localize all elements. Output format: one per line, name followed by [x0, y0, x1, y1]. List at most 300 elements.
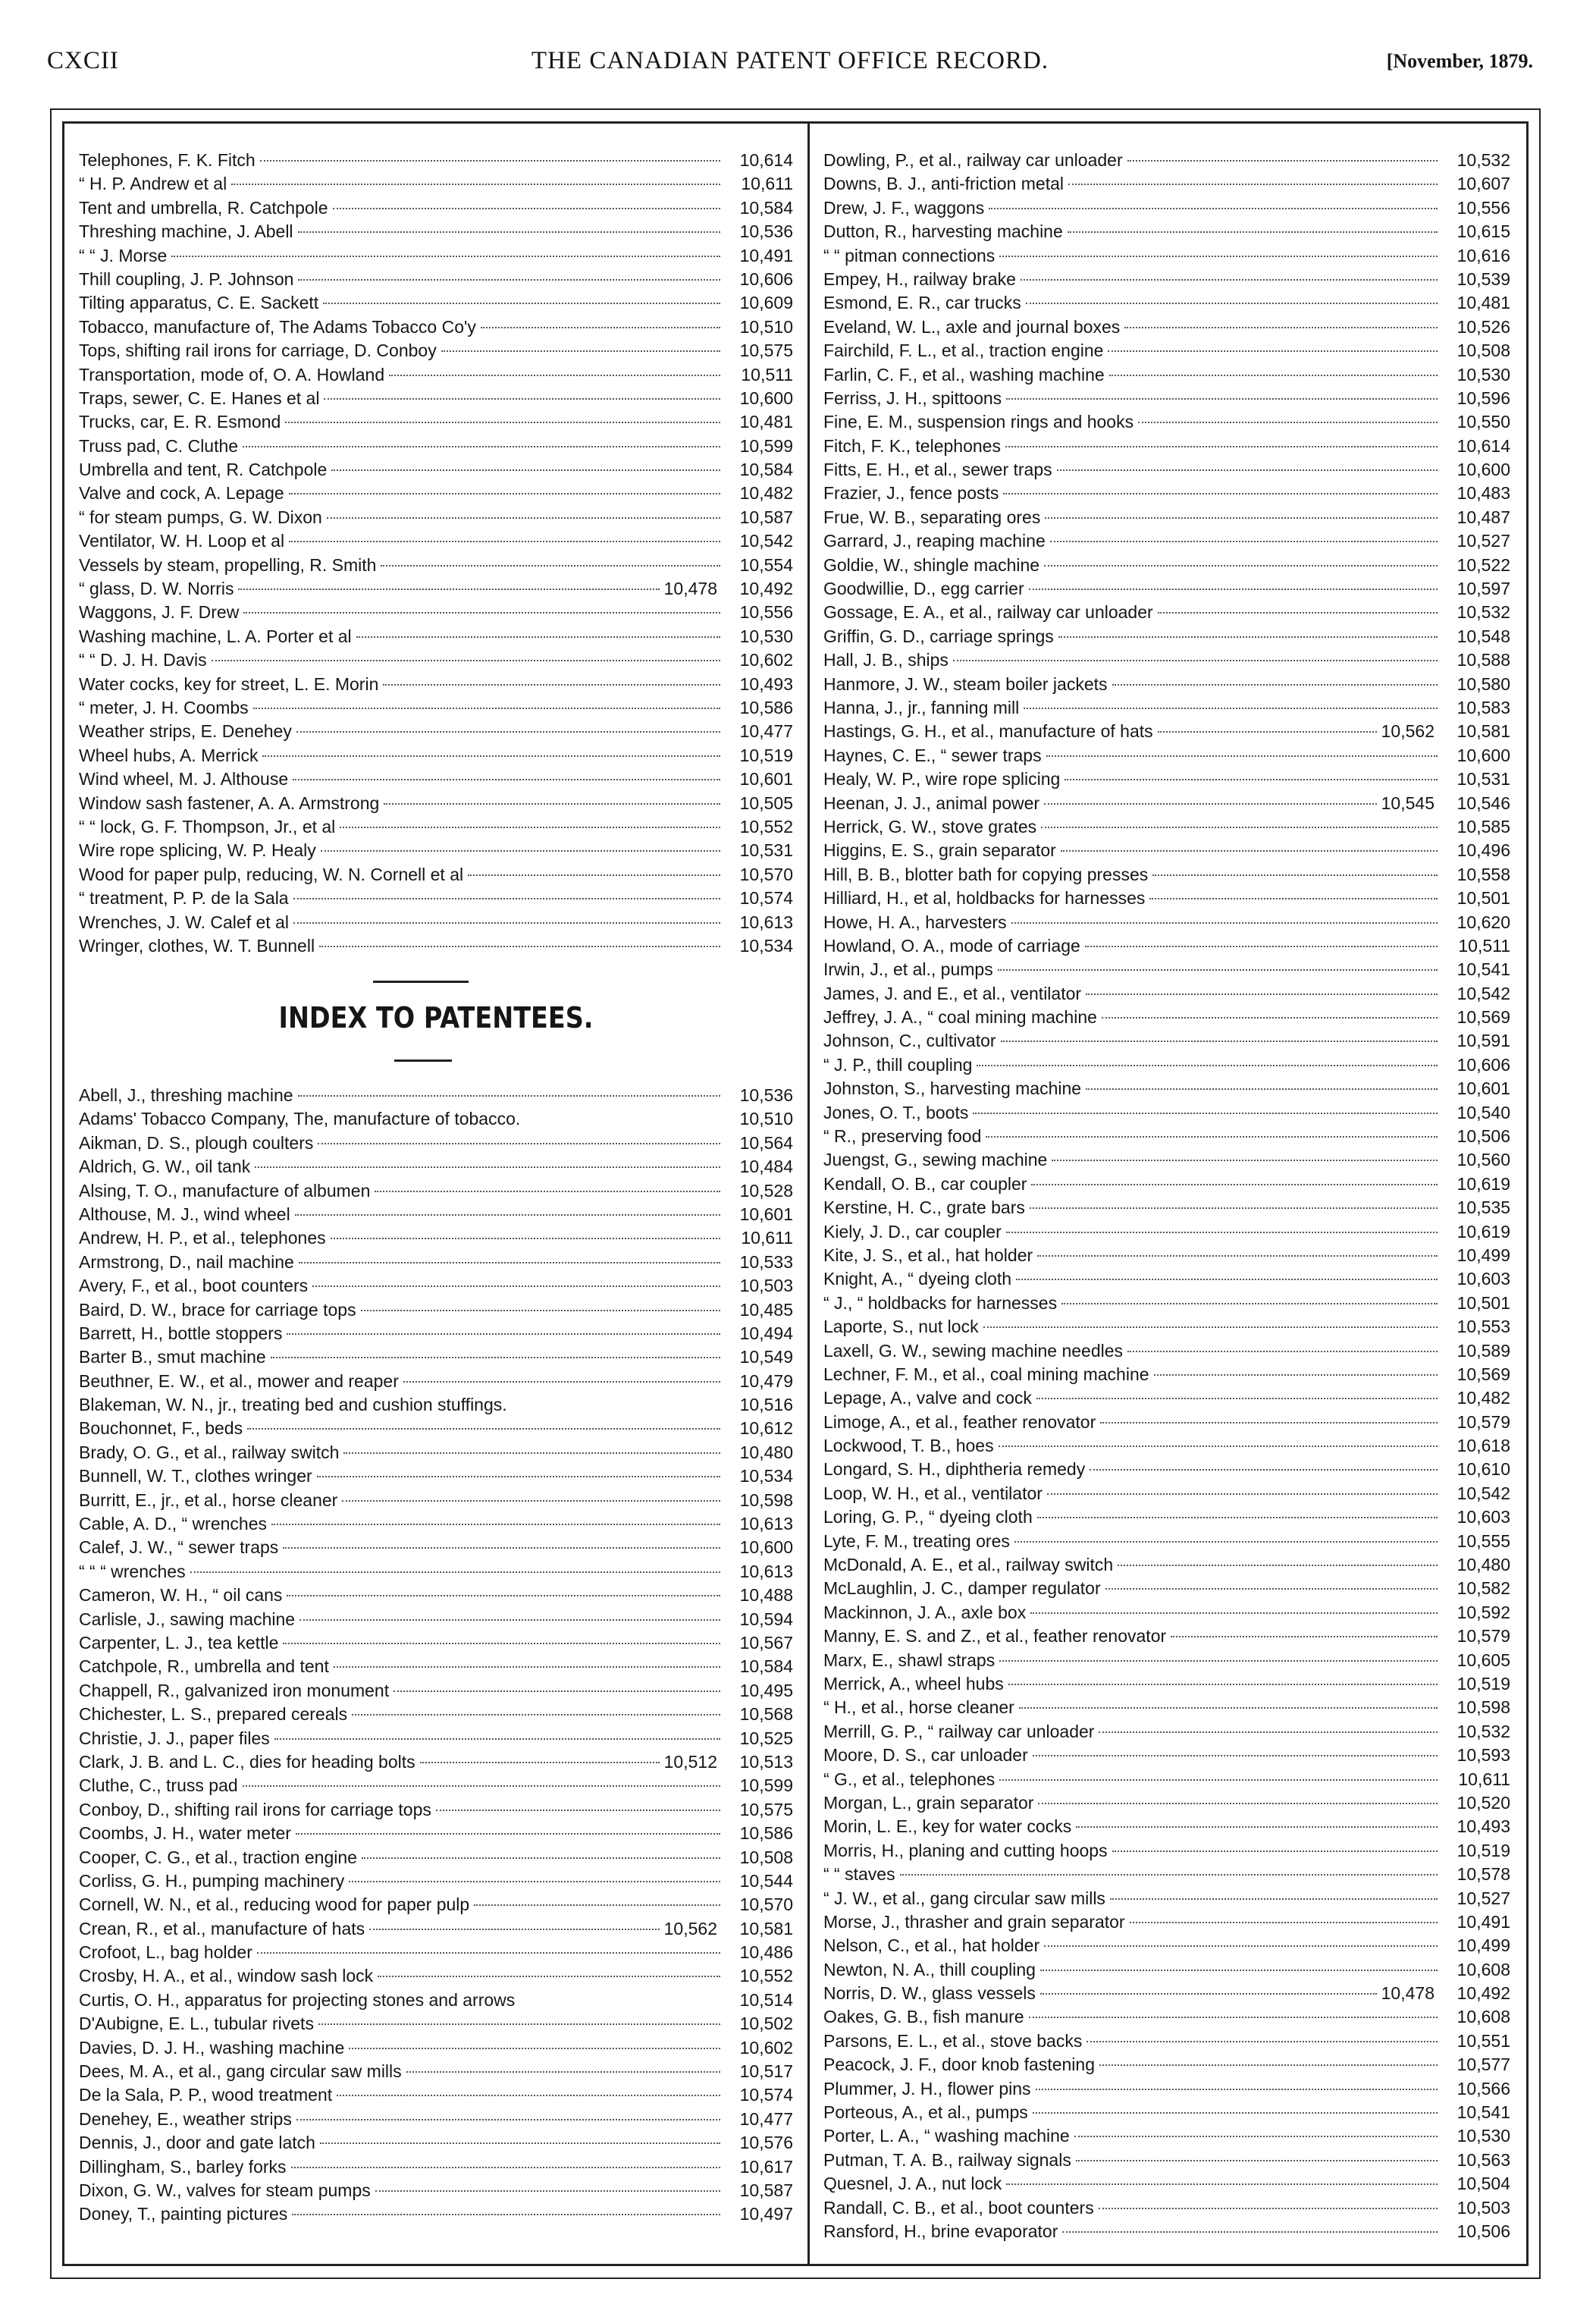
- patent-number: 10,615: [1456, 221, 1510, 242]
- dot-leader: [1014, 1541, 1438, 1543]
- patent-number: 10,499: [1456, 1245, 1510, 1265]
- dot-leader: [1019, 1707, 1438, 1709]
- index-entry: [79, 2202, 793, 2226]
- patent-number: 10,530: [1456, 364, 1510, 385]
- entry-text: De la Sala, P. P., wood treatment: [79, 2085, 333, 2105]
- entry-text: Fine, E. M., suspension rings and hooks: [823, 412, 1134, 432]
- dot-leader: [327, 517, 720, 519]
- dot-leader: [292, 2214, 720, 2215]
- patent-number: 10,601: [739, 769, 793, 790]
- dot-leader: [1033, 1755, 1438, 1756]
- dot-leader: [296, 2119, 720, 2121]
- section-rule-top: [373, 981, 469, 983]
- entry-text: Wind wheel, M. J. Althouse: [79, 769, 289, 790]
- patent-number: 10,477: [739, 2108, 793, 2129]
- entry-text: Aikman, D. S., plough coulters: [79, 1132, 314, 1153]
- patent-number: 10,581: [1456, 721, 1510, 742]
- index-entry: [823, 2124, 1510, 2148]
- index-entry: [79, 506, 793, 529]
- patent-number: 10,558: [1456, 864, 1510, 884]
- patent-number: 10,599: [739, 435, 793, 456]
- patent-number: 10,574: [739, 2085, 793, 2105]
- patent-number: 10,550: [1456, 412, 1510, 432]
- index-entry: [823, 1744, 1510, 1767]
- patent-number: 10,494: [739, 1323, 793, 1343]
- entry-text: Putman, T. A. B., railway signals: [823, 2149, 1071, 2170]
- patent-number: 10,536: [739, 221, 793, 242]
- patent-number: 10,540: [1456, 1102, 1510, 1122]
- entry-text: Johnston, S., harvesting machine: [823, 1078, 1082, 1099]
- extra-patent-number: 10,562: [1381, 721, 1435, 742]
- patent-number: 10,598: [739, 1490, 793, 1510]
- dot-leader: [1061, 850, 1438, 852]
- dot-leader: [323, 303, 720, 304]
- dot-leader: [298, 231, 720, 233]
- patent-number: 10,556: [1456, 197, 1510, 218]
- patent-number: 10,610: [1456, 1459, 1510, 1480]
- patent-number: 10,591: [1456, 1031, 1510, 1051]
- patent-number: 10,503: [739, 1276, 793, 1296]
- dot-leader: [243, 446, 720, 447]
- patent-number: 10,510: [739, 316, 793, 337]
- entry-text: Loop, W. H., et al., ventilator: [823, 1483, 1043, 1503]
- dot-leader: [283, 1643, 720, 1644]
- entry-text: Baird, D. W., brace for carriage tops: [79, 1299, 356, 1320]
- dot-leader: [1033, 2112, 1438, 2114]
- patent-number: 10,541: [1456, 2102, 1510, 2123]
- entry-text: Wheel hubs, A. Merrick: [79, 745, 259, 765]
- dot-leader: [343, 1452, 720, 1454]
- index-entry: [823, 601, 1510, 624]
- patent-number: 10,513: [739, 1751, 793, 1772]
- patent-number: 10,499: [1456, 1935, 1510, 1956]
- dot-leader: [1058, 636, 1438, 638]
- patent-number: 10,506: [1456, 2221, 1510, 2241]
- entry-text: Hilliard, H., et al, holdbacks for harnesses: [823, 888, 1146, 909]
- entry-text: Cameron, W. H., “ oil cans: [79, 1585, 283, 1606]
- patent-number: 10,533: [739, 1251, 793, 1272]
- dot-leader: [317, 1476, 720, 1477]
- patent-number: 10,532: [1456, 150, 1510, 170]
- patent-number: 10,552: [739, 1966, 793, 1986]
- index-entry: [823, 244, 1510, 268]
- patent-number: 10,480: [1456, 1555, 1510, 1575]
- patent-number: 10,527: [1456, 531, 1510, 551]
- dot-leader: [369, 1929, 660, 1930]
- index-entry: [79, 1417, 793, 1440]
- index-entry: [79, 648, 793, 672]
- index-entry: [79, 529, 793, 553]
- dot-leader: [247, 1428, 720, 1430]
- dot-leader: [1046, 755, 1438, 757]
- entry-text: Porteous, A., et al., pumps: [823, 2102, 1028, 2123]
- dot-leader: [334, 1666, 720, 1668]
- index-entry: [79, 887, 793, 910]
- entry-text: Norris, D. W., glass vessels: [823, 1983, 1036, 2004]
- index-entry: [823, 1101, 1510, 1125]
- index-entry: [823, 435, 1510, 458]
- entry-text: Plummer, J. H., flower pins: [823, 2078, 1031, 2099]
- patent-number: 10,552: [739, 816, 793, 837]
- patent-number: 10,586: [739, 1823, 793, 1844]
- index-entry: [79, 1679, 793, 1703]
- entry-text: Parsons, E. L., et al., stove backs: [823, 2030, 1083, 2051]
- index-entry: [79, 435, 793, 458]
- index-entry: [823, 982, 1510, 1006]
- patent-number: 10,608: [1456, 1959, 1510, 1979]
- dot-leader: [1158, 731, 1377, 733]
- index-entry: [823, 673, 1510, 696]
- dot-leader: [1127, 1351, 1438, 1352]
- dot-leader: [362, 1857, 720, 1859]
- entry-text: Howe, H. A., harvesters: [823, 912, 1007, 932]
- entry-text: Bunnell, W. T., clothes wringer: [79, 1466, 312, 1486]
- entry-text: “ treatment, P. P. de la Sala: [79, 888, 289, 909]
- patent-number: 10,578: [1456, 1864, 1510, 1885]
- index-entry: [823, 1029, 1510, 1053]
- index-entry: [823, 1815, 1510, 1838]
- index-entry: [823, 1649, 1510, 1672]
- entry-text: Lyte, F. M., treating ores: [823, 1530, 1010, 1551]
- patent-number: 10,608: [1456, 2007, 1510, 2027]
- dot-leader: [318, 2023, 720, 2025]
- dot-leader: [977, 1065, 1438, 1066]
- dot-leader: [900, 1874, 1438, 1876]
- extra-patent-number: 10,478: [1381, 1983, 1435, 2004]
- patent-number: 10,502: [739, 2014, 793, 2034]
- issue-date: [November, 1879.: [1386, 50, 1533, 72]
- dot-leader: [1008, 1684, 1438, 1685]
- index-entry: [79, 482, 793, 505]
- patent-number: 10,607: [1456, 174, 1510, 194]
- dot-leader: [319, 946, 720, 947]
- index-entry: [823, 339, 1510, 363]
- dot-leader: [1112, 1851, 1438, 1852]
- entry-text: Merrill, G. P., “ railway car unloader: [823, 1721, 1095, 1741]
- index-entry: [79, 625, 793, 648]
- index-entry: [79, 268, 793, 291]
- patent-number: 10,482: [1456, 1388, 1510, 1408]
- dot-leader: [1149, 898, 1438, 899]
- index-entry: [79, 1608, 793, 1631]
- patent-number: 10,517: [739, 2061, 793, 2082]
- entry-text: Dees, M. A., et al., gang circular saw mills: [79, 2061, 402, 2082]
- patent-number: 10,527: [1456, 1888, 1510, 1908]
- dot-leader: [312, 1285, 720, 1287]
- patent-number: 10,620: [1456, 912, 1510, 932]
- entry-text: Blakeman, W. N., jr., treating bed and cushion stuffings.: [79, 1395, 507, 1415]
- patent-number: 10,577: [1456, 2055, 1510, 2075]
- index-entry: [823, 792, 1510, 815]
- dot-leader: [352, 1714, 720, 1716]
- entry-text: Herrick, G. W., stove grates: [823, 816, 1037, 837]
- index-entry: [823, 2196, 1510, 2220]
- patent-number: 10,600: [1456, 745, 1510, 765]
- patent-number: 10,530: [1456, 2126, 1510, 2146]
- index-entry: [823, 863, 1510, 887]
- index-entry: [823, 1863, 1510, 1886]
- index-entry: [79, 1846, 793, 1869]
- dot-leader: [1016, 1279, 1438, 1280]
- index-entry: [79, 2012, 793, 2036]
- entry-text: Manny, E. S. and Z., et al., feather renovator: [823, 1626, 1167, 1647]
- entry-text: Wire rope splicing, W. P. Healy: [79, 840, 316, 861]
- index-entry: [823, 1292, 1510, 1315]
- index-entry: [823, 958, 1510, 981]
- index-entry: [823, 1839, 1510, 1863]
- patentee-index-column-right: [823, 149, 1510, 2243]
- index-entry: [79, 1917, 793, 1941]
- entry-text: “ H., et al., horse cleaner: [823, 1697, 1014, 1718]
- entry-text: Lepage, A., valve and cock: [823, 1388, 1032, 1408]
- entry-text: “ “ lock, G. F. Thompson, Jr., et al: [79, 816, 336, 837]
- index-entry: [823, 554, 1510, 577]
- dot-leader: [1037, 1255, 1438, 1257]
- entry-text: Peacock, J. F., door knob fastening: [823, 2055, 1095, 2075]
- dot-leader: [257, 1952, 720, 1954]
- entry-text: James, J. and E., et al., ventilator: [823, 983, 1082, 1003]
- entry-text: Hill, B. B., blotter bath for copying presses: [823, 864, 1149, 884]
- dot-leader: [441, 350, 720, 352]
- dot-leader: [1112, 684, 1438, 686]
- patent-number: 10,528: [739, 1180, 793, 1201]
- entry-text: Farlin, C. F., et al., washing machine: [823, 364, 1105, 385]
- patent-number: 10,525: [739, 1728, 793, 1748]
- dot-leader: [1003, 493, 1438, 494]
- dot-leader: [986, 1136, 1438, 1138]
- entry-text: Fairchild, F. L., et al., traction engine: [823, 341, 1104, 361]
- patent-number: 10,541: [1456, 959, 1510, 980]
- index-entry: [823, 2077, 1510, 2101]
- patent-number: 10,613: [739, 1514, 793, 1534]
- patent-number: 10,599: [739, 1775, 793, 1796]
- entry-text: Ferriss, J. H., spittoons: [823, 388, 1002, 408]
- index-entry: [79, 1941, 793, 1964]
- index-entry: [79, 1464, 793, 1488]
- index-entry: [823, 1411, 1510, 1434]
- index-entry: [79, 1560, 793, 1584]
- dot-leader: [989, 208, 1438, 209]
- dot-leader: [349, 2048, 720, 2049]
- patentee-index-column-left: [79, 1084, 793, 2227]
- dot-leader: [296, 1833, 720, 1835]
- dot-leader: [283, 1547, 720, 1549]
- index-entry: [823, 458, 1510, 482]
- page-number: CXCII: [47, 47, 119, 74]
- dot-leader: [1099, 1731, 1438, 1733]
- patent-number: 10,522: [1456, 554, 1510, 575]
- dot-leader: [171, 256, 720, 257]
- patent-number: 10,611: [741, 1228, 793, 1248]
- dot-leader: [271, 1357, 720, 1358]
- entry-text: Transportation, mode of, O. A. Howland: [79, 364, 385, 385]
- entry-text: Knight, A., “ dyeing cloth: [823, 1269, 1012, 1289]
- entry-text: Wringer, clothes, W. T. Bunnell: [79, 935, 315, 956]
- index-entry: [823, 1006, 1510, 1029]
- dot-leader: [403, 1381, 720, 1383]
- dot-leader: [320, 2142, 720, 2144]
- dot-leader: [287, 1595, 720, 1596]
- patent-number: 10,496: [1456, 840, 1510, 861]
- patent-number: 10,605: [1456, 1650, 1510, 1670]
- patent-number: 10,566: [1456, 2078, 1510, 2099]
- entry-text: Morse, J., thrasher and grain separator: [823, 1911, 1125, 1932]
- patent-number: 10,619: [1456, 1221, 1510, 1242]
- patent-number: 10,576: [739, 2133, 793, 2153]
- index-entry: [79, 1774, 793, 1797]
- patent-number: 10,584: [739, 197, 793, 218]
- entry-text: Tent and umbrella, R. Catchpole: [79, 197, 328, 218]
- entry-text: Gossage, E. A., et al., railway car unloader: [823, 602, 1153, 623]
- index-entry: [823, 696, 1510, 720]
- dot-leader: [406, 2071, 720, 2073]
- dot-leader: [1074, 2136, 1438, 2137]
- index-entry: [823, 1148, 1510, 1172]
- dot-leader: [356, 636, 720, 638]
- patent-number: 10,493: [1456, 1816, 1510, 1837]
- dot-leader: [253, 708, 720, 709]
- dot-leader: [1138, 422, 1438, 423]
- entry-text: Cable, A. D., “ wrenches: [79, 1514, 267, 1534]
- entry-text: Merrick, A., wheel hubs: [823, 1674, 1004, 1694]
- patent-number: 10,586: [739, 697, 793, 717]
- dot-leader: [298, 1095, 720, 1097]
- dot-leader: [296, 731, 720, 733]
- entry-text: Frazier, J., fence posts: [823, 483, 999, 504]
- index-entry: [823, 648, 1510, 672]
- patent-number: 10,587: [739, 507, 793, 527]
- patent-number: 10,549: [739, 1347, 793, 1367]
- entry-text: Thill coupling, J. P. Johnson: [79, 268, 294, 289]
- index-entry: [823, 887, 1510, 910]
- dot-leader: [378, 1976, 720, 1977]
- entry-text: Traps, sewer, C. E. Hanes et al: [79, 388, 320, 408]
- index-entry: [79, 2036, 793, 2060]
- entry-text: D'Aubigne, E. L., tubular rivets: [79, 2014, 314, 2034]
- dot-leader: [468, 874, 720, 876]
- index-entry: [79, 458, 793, 482]
- entry-text: Crean, R., et al., manufacture of hats: [79, 1918, 365, 1938]
- index-entry: [823, 1220, 1510, 1244]
- patent-number: 10,531: [739, 840, 793, 861]
- dot-leader: [1036, 2089, 1438, 2090]
- index-entry: [823, 291, 1510, 315]
- patent-number: 10,600: [739, 388, 793, 408]
- dot-leader: [381, 565, 720, 567]
- patent-number: 10,606: [1456, 1054, 1510, 1075]
- entry-text: Lockwood, T. B., hoes: [823, 1436, 994, 1456]
- index-entry: [79, 577, 793, 601]
- index-entry: [823, 577, 1510, 601]
- entry-text: Morris, H., planing and cutting hoops: [823, 1840, 1108, 1860]
- dot-leader: [1068, 231, 1438, 233]
- patent-number: 10,484: [739, 1157, 793, 1177]
- patent-number: 10,575: [739, 341, 793, 361]
- index-entry: [823, 1601, 1510, 1625]
- index-entry: [79, 601, 793, 624]
- entry-text: Dillingham, S., barley forks: [79, 2156, 287, 2177]
- index-entry: [79, 911, 793, 934]
- entry-text: Laxell, G. W., sewing machine needles: [823, 1340, 1124, 1361]
- dot-leader: [293, 898, 720, 899]
- entry-text: “ H. P. Andrew et al: [79, 174, 227, 194]
- dot-leader: [1118, 1565, 1438, 1566]
- index-entry: [823, 911, 1510, 934]
- index-entry: [823, 2220, 1510, 2243]
- dot-leader: [1086, 1088, 1438, 1090]
- patent-number: 10,519: [1456, 1840, 1510, 1860]
- entry-text: Johnson, C., cultivator: [823, 1031, 996, 1051]
- patent-number: 10,503: [1456, 2197, 1510, 2218]
- index-entry: [79, 1393, 793, 1417]
- patent-number: 10,568: [739, 1704, 793, 1725]
- entry-text: “ J. P., thill coupling: [823, 1054, 973, 1075]
- entry-text: Vessels by steam, propelling, R. Smith: [79, 554, 377, 575]
- index-entry: [823, 1244, 1510, 1267]
- index-entry: [79, 815, 793, 839]
- index-entry: [823, 1125, 1510, 1148]
- entry-text: Trucks, car, E. R. Esmond: [79, 412, 281, 432]
- index-entry: [79, 1179, 793, 1203]
- index-entry: [79, 1274, 793, 1298]
- index-entry: [823, 1339, 1510, 1363]
- index-entry: [823, 529, 1510, 553]
- patent-number: 10,616: [1456, 245, 1510, 265]
- index-entry: [79, 839, 793, 862]
- patent-number: 10,597: [1456, 579, 1510, 599]
- patent-number: 10,589: [1456, 1340, 1510, 1361]
- index-entry: [79, 1251, 793, 1274]
- index-entry: [79, 315, 793, 339]
- entry-text: Randall, C. B., et al., boot counters: [823, 2197, 1094, 2218]
- dot-leader: [1076, 1826, 1438, 1828]
- patent-number: 10,554: [739, 554, 793, 575]
- index-entry: [823, 410, 1510, 434]
- patent-number: 10,481: [1456, 293, 1510, 313]
- patent-number: 10,535: [1456, 1198, 1510, 1218]
- dot-leader: [238, 589, 659, 590]
- patent-number: 10,612: [739, 1418, 793, 1439]
- patent-number: 10,520: [1456, 1792, 1510, 1813]
- entry-text: Barrett, H., bottle stoppers: [79, 1323, 283, 1343]
- entry-text: Water cocks, key for street, L. E. Morin: [79, 673, 379, 694]
- dot-leader: [1030, 1612, 1438, 1614]
- index-entry: [79, 554, 793, 577]
- entry-text: “ “ J. Morse: [79, 245, 168, 265]
- dot-leader: [1102, 1017, 1438, 1019]
- dot-leader: [1040, 1993, 1377, 1995]
- patent-number: 10,488: [739, 1585, 793, 1606]
- page-header: [47, 47, 1533, 89]
- patent-number: 10,544: [739, 1870, 793, 1891]
- index-entry: [823, 1982, 1510, 2005]
- entry-text: Downs, B. J., anti-friction metal: [823, 174, 1064, 194]
- dot-leader: [295, 1214, 720, 1216]
- index-entry: [823, 934, 1510, 958]
- entry-text: Tops, shifting rail irons for carriage, D. Conboy: [79, 341, 437, 361]
- index-entry: [823, 1768, 1510, 1791]
- dot-leader: [342, 1500, 720, 1502]
- entry-text: Calef, J. W., “ sewer traps: [79, 1537, 279, 1558]
- entry-text: Nelson, C., et al., hat holder: [823, 1935, 1040, 1956]
- index-entry: [823, 744, 1510, 768]
- patent-number: 10,531: [1456, 769, 1510, 790]
- dot-leader: [274, 1738, 720, 1740]
- dot-leader: [1040, 1970, 1438, 1971]
- patent-number: 10,613: [739, 912, 793, 932]
- patent-number: 10,526: [1456, 316, 1510, 337]
- entry-text: Abell, J., threshing machine: [79, 1085, 293, 1105]
